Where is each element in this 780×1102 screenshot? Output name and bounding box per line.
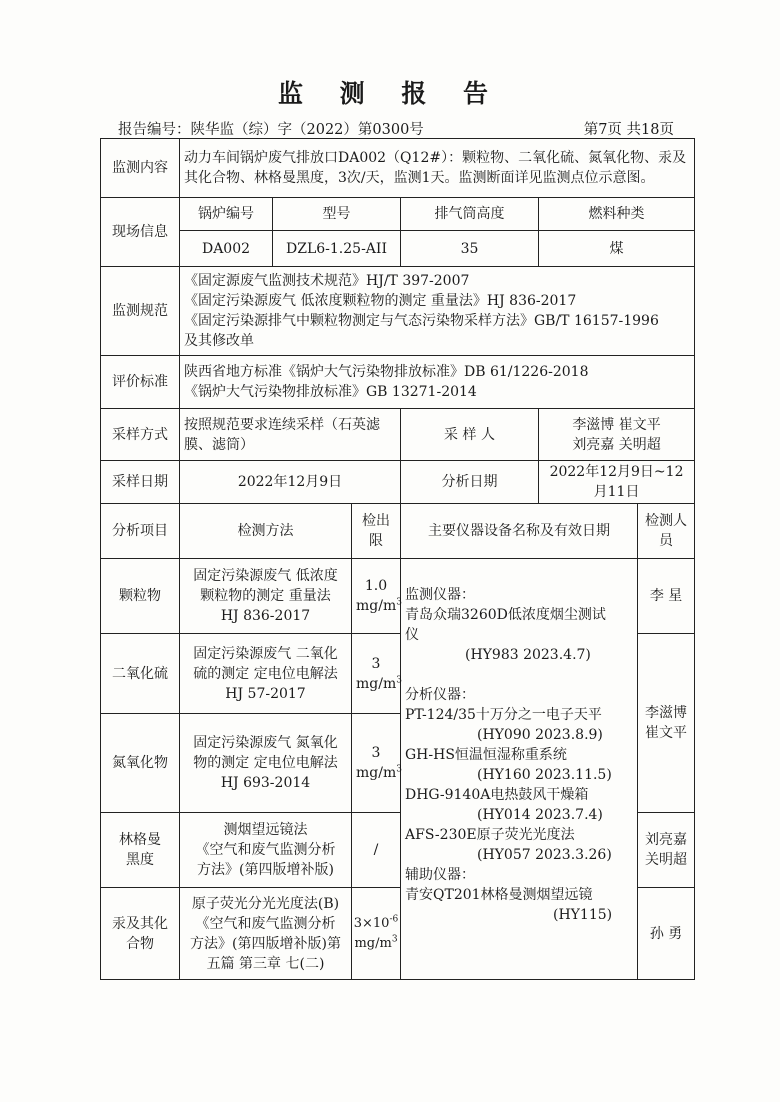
method-line: 测烟望远镜法 [223, 822, 308, 838]
analysis-method [180, 888, 352, 980]
item-line: 黑度 [126, 852, 154, 868]
unit-text: mg/m [356, 675, 397, 692]
analyst [638, 634, 695, 813]
report-table [100, 138, 695, 980]
method-line: HJ 836-2017 [220, 608, 311, 624]
instrument-line: (HY983 2023.4.7) [465, 647, 591, 663]
content-row [101, 139, 695, 198]
site-header-stack-height: 排气筒高度 [401, 198, 539, 231]
spec-label: 监测规范 [101, 267, 180, 356]
analysis-date-label: 分析日期 [401, 461, 539, 504]
content-label: 监测内容 [101, 139, 180, 198]
limit-unit [356, 596, 402, 616]
spec-row [101, 267, 695, 356]
detection-limit [352, 888, 401, 980]
method-line: 固定污染源废气 氮氧化 [193, 735, 338, 751]
instrument-list [401, 559, 638, 980]
method-line: 固定污染源废气 二氧化 [193, 645, 338, 662]
instrument-line: DHG-9140A电热鼓风干燥箱 [405, 787, 589, 803]
spec-list [180, 267, 695, 356]
spec-line: 《固定污染源废气 低浓度颗粒物的测定 重量法》HJ 836-2017 [184, 293, 577, 309]
detection-limit: / [352, 813, 401, 888]
method-line: 硫的测定 定电位电解法 [193, 665, 338, 682]
method-line: 五篇 第三章 七(二) [206, 955, 325, 972]
unit-text: mg/m [356, 765, 397, 781]
analyst-name: 李滋博 [645, 705, 688, 721]
analyst-name: 崔文平 [645, 725, 688, 741]
analyst [638, 813, 695, 888]
site-label: 现场信息 [101, 198, 180, 267]
site-value-boiler-no: DA002 [180, 231, 273, 267]
spec-line: 《固定污染源排气中颗粒物测定与气态污染物采样方法》GB/T 16157-1996 [184, 313, 659, 329]
limit-value [353, 914, 399, 934]
sampling-label: 采样方式 [101, 409, 180, 461]
analysis-method [180, 559, 352, 634]
standard-line: 《锅炉大气污染物排放标准》GB 13271-2014 [184, 384, 477, 400]
method-line: 《空气和废气监测分析 [195, 842, 336, 858]
method-line: 颗粒物的测定 重量法 [200, 588, 331, 604]
header-limit: 检出限 [352, 504, 401, 559]
analysis-method [180, 813, 352, 888]
limit-value: 3 [371, 655, 381, 672]
item-line: 合物 [126, 935, 154, 952]
site-value-model: DZL6-1.25-AII [273, 231, 401, 267]
standard-row [101, 356, 695, 409]
site-value-fuel: 煤 [539, 231, 695, 267]
limit-unit [356, 674, 402, 694]
method-line: 《空气和废气监测分析 [195, 915, 336, 932]
method-line: 物的测定 定电位电解法 [193, 755, 338, 771]
unit-text: mg/m [354, 935, 392, 951]
analysis-method [180, 634, 352, 714]
method-line: 固定污染源废气 低浓度 [193, 568, 338, 584]
sampling-method: 按照规范要求连续采样（石英滤膜、滤筒） [180, 409, 401, 461]
analysis-item: 氮氧化物 [101, 714, 180, 813]
instrument-line: (HY115) [553, 907, 613, 923]
instrument-line: (HY090 2023.8.9) [477, 727, 603, 743]
instrument-line: AFS-230E原子荧光光度法 [405, 827, 575, 843]
method-line: 原子荧光分光光度法(B) [191, 895, 340, 912]
item-line: 汞及其化 [112, 915, 168, 932]
sampler-names [539, 409, 695, 461]
detection-limit [352, 634, 401, 714]
instrument-line: (HY014 2023.7.4) [477, 807, 603, 823]
analyst: 孙 勇 [638, 888, 695, 980]
analysis-header-row [101, 504, 695, 559]
standard-list [180, 356, 695, 409]
analysis-row [101, 559, 695, 634]
site-header-fuel: 燃料种类 [539, 198, 695, 231]
analysis-item: 二氧化硫 [101, 634, 180, 714]
detection-limit [352, 714, 401, 813]
instrument-line: 青安QT201林格曼测烟望远镜 [405, 887, 593, 903]
site-value-stack-height: 35 [401, 231, 539, 267]
limit-value: 1.0 [364, 578, 388, 594]
analysis-method [180, 714, 352, 813]
sampler-line: 李滋博 崔文平 [572, 416, 661, 433]
analyst-name: 关明超 [645, 852, 688, 868]
content-text: 动力车间锅炉废气排放口DA002（Q12#）：颗粒物、二氧化硫、氮氧化物、汞及其化合物、林格曼黑度，3次/天，监测1天。监测断面详见监测点位示意图。 [180, 139, 695, 198]
spec-line: 《固定源废气监测技术规范》HJ/T 397-2007 [184, 273, 470, 289]
limit-unit [353, 934, 399, 954]
instrument-line: 分析仪器： [405, 687, 475, 703]
sample-date: 2022年12月9日 [180, 461, 401, 504]
date-row [101, 461, 695, 504]
instrument-line: (HY160 2023.11.5) [477, 767, 612, 783]
instrument-line: PT-124/35十万分之一电子天平 [405, 707, 602, 723]
standard-label: 评价标准 [101, 356, 180, 409]
unit-exponent: 3 [391, 934, 398, 945]
analyst: 李 星 [638, 559, 695, 634]
instrument-line: GH-HS恒温恒湿称重系统 [405, 747, 567, 763]
analyst-name: 刘亮嘉 [645, 832, 688, 848]
unit-exponent: 3 [396, 764, 402, 775]
analysis-item: 颗粒物 [101, 559, 180, 634]
sampler-line: 刘亮嘉 关明超 [572, 436, 661, 453]
sample-date-label: 采样日期 [101, 461, 180, 504]
instrument-line: 青岛众瑞3260D低浓度烟尘测试 [405, 607, 606, 623]
spec-line: 及其修改单 [184, 333, 254, 349]
analysis-date: 2022年12月9日~12月11日 [539, 461, 695, 504]
page-number: 第7页 共18页 [583, 122, 674, 138]
limit-exponent: -6 [389, 914, 399, 925]
instrument-line: 辅助仪器： [405, 867, 475, 883]
limit-mantissa: 3×10 [353, 915, 390, 931]
report-title: 监 测 报 告 [277, 79, 503, 108]
unit-exponent: 3 [396, 597, 402, 608]
analysis-item [101, 813, 180, 888]
analysis-item [101, 888, 180, 980]
item-line: 林格曼 [119, 832, 161, 848]
header-item: 分析项目 [101, 504, 180, 559]
limit-unit [356, 763, 402, 783]
site-header-boiler-no: 锅炉编号 [180, 198, 273, 231]
detection-limit [352, 559, 401, 634]
report-number: 报告编号：陕华监（综）字（2022）第0300号 [118, 122, 424, 138]
sampler-label: 采 样 人 [401, 409, 539, 461]
instrument-line: 仪 [405, 627, 419, 643]
header-person: 检测人员 [638, 504, 695, 559]
unit-exponent: 3 [396, 674, 402, 685]
instrument-spacer [405, 665, 633, 685]
method-line: HJ 57-2017 [225, 685, 306, 702]
method-line: HJ 693-2014 [220, 775, 311, 791]
standard-line: 陕西省地方标准《锅炉大气污染物排放标准》DB 61/1226-2018 [184, 364, 589, 380]
instrument-line: (HY057 2023.3.26) [477, 847, 612, 863]
header-method: 检测方法 [180, 504, 352, 559]
instrument-line: 监测仪器： [405, 587, 475, 603]
header-instrument: 主要仪器设备名称及有效日期 [401, 504, 638, 559]
method-line: 方法》(第四版增补版)第 [190, 935, 341, 952]
sampling-row [101, 409, 695, 461]
limit-value: 3 [371, 745, 381, 761]
method-line: 方法》(第四版增补版) [197, 862, 334, 878]
site-header-row [101, 198, 695, 231]
site-value-row [101, 231, 695, 267]
unit-text: mg/m [356, 598, 397, 614]
site-header-model: 型号 [273, 198, 401, 231]
